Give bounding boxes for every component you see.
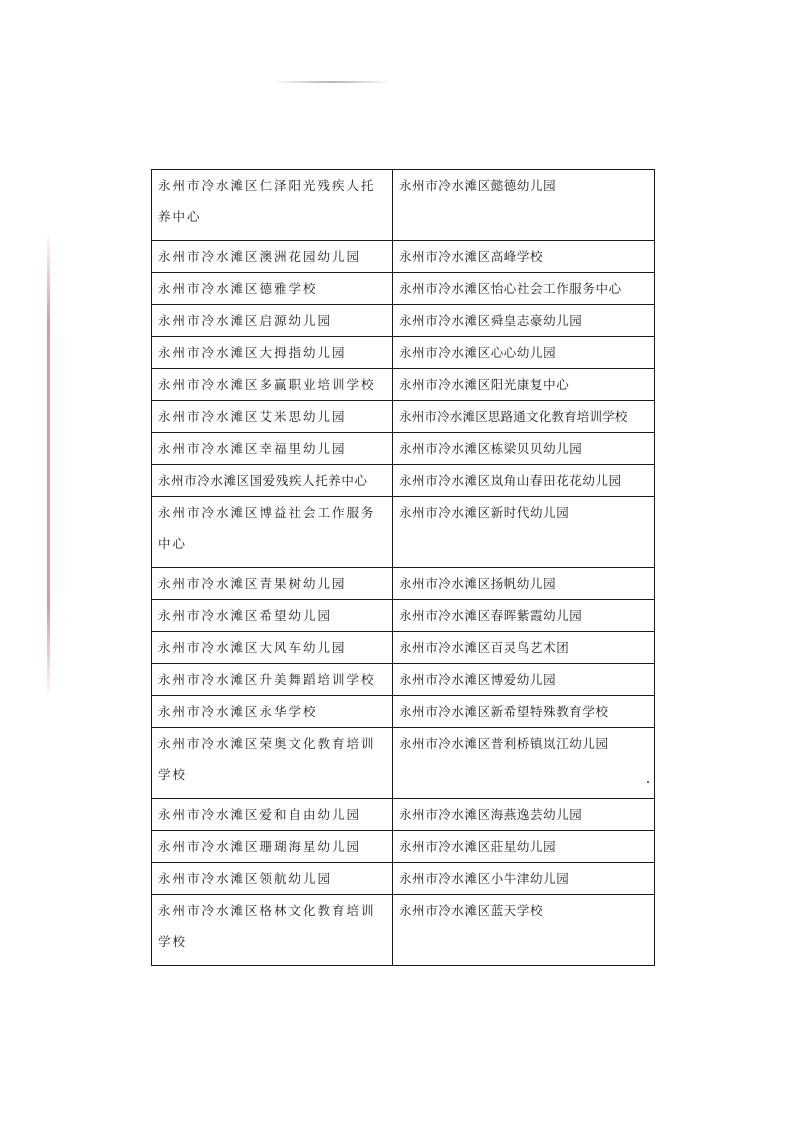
organization-name: 永州市冷水滩区德雅学校 bbox=[158, 281, 318, 296]
left-cell bbox=[152, 273, 393, 305]
organization-name: 永州市冷水滩区大拇指幼儿园 bbox=[158, 345, 347, 360]
right-cell bbox=[393, 632, 655, 664]
table-row bbox=[152, 433, 655, 465]
organization-name: 永州市冷水滩区舜皇志豪幼儿园 bbox=[399, 313, 583, 328]
table-row bbox=[152, 568, 655, 600]
left-cell bbox=[152, 600, 393, 632]
organization-name: 永州市冷水滩区高峰学校 bbox=[399, 249, 544, 264]
left-cell bbox=[152, 831, 393, 863]
organization-name: 永州市冷水滩区永华学校 bbox=[158, 704, 318, 719]
organization-name: 永州市冷水滩区普利桥镇岚江幼儿园 bbox=[399, 736, 609, 751]
organization-name: 永州市冷水滩区幸福里幼儿园 bbox=[158, 441, 347, 456]
table-row bbox=[152, 831, 655, 863]
organization-name: 永州市冷水滩区扬帆幼儿园 bbox=[399, 576, 557, 591]
table-row bbox=[152, 799, 655, 831]
organization-name: 永州市冷水滩区启源幼儿园 bbox=[158, 313, 333, 328]
table-row bbox=[152, 895, 655, 966]
organization-name: 永州市冷水滩区博益社会工作服务中心 bbox=[158, 505, 376, 551]
table-row bbox=[152, 497, 655, 568]
right-cell bbox=[393, 728, 655, 799]
organization-name: 永州市冷水滩区多赢职业培训学校 bbox=[158, 377, 376, 392]
table-row bbox=[152, 241, 655, 273]
organization-name: 永州市冷水滩区国爱残疾人托养中心 bbox=[158, 473, 368, 488]
organization-name: 永州市冷水滩区爱和自由幼儿园 bbox=[158, 807, 362, 822]
organization-name: 永州市冷水滩区格林文化教育培训学校 bbox=[158, 903, 376, 949]
organization-name: 永州市冷水滩区艾米思幼儿园 bbox=[158, 409, 347, 424]
table-row bbox=[152, 465, 655, 497]
left-cell bbox=[152, 465, 393, 497]
right-cell bbox=[393, 465, 655, 497]
organization-table bbox=[151, 169, 655, 966]
left-cell bbox=[152, 696, 393, 728]
right-cell bbox=[393, 895, 655, 966]
scan-artifact-edge bbox=[47, 230, 50, 700]
right-cell bbox=[393, 401, 655, 433]
left-cell bbox=[152, 305, 393, 337]
table-row bbox=[152, 170, 655, 241]
right-cell bbox=[393, 831, 655, 863]
organization-name: 永州市冷水滩区蓝天学校 bbox=[399, 903, 544, 918]
organization-name: 永州市冷水滩区心心幼儿园 bbox=[399, 345, 557, 360]
table-row bbox=[152, 273, 655, 305]
left-cell bbox=[152, 170, 393, 241]
right-cell bbox=[393, 799, 655, 831]
right-cell bbox=[393, 664, 655, 696]
left-cell bbox=[152, 632, 393, 664]
organization-name: 永州市冷水滩区升美舞蹈培训学校 bbox=[158, 672, 376, 687]
table-row bbox=[152, 632, 655, 664]
left-cell bbox=[152, 728, 393, 799]
left-cell bbox=[152, 401, 393, 433]
left-cell bbox=[152, 895, 393, 966]
right-cell bbox=[393, 696, 655, 728]
table-row bbox=[152, 369, 655, 401]
table-row bbox=[152, 401, 655, 433]
organization-name: 永州市冷水滩区仁泽阳光残疾人托养中心 bbox=[158, 178, 376, 224]
left-cell bbox=[152, 433, 393, 465]
right-cell bbox=[393, 863, 655, 895]
table-row bbox=[152, 728, 655, 799]
left-cell bbox=[152, 337, 393, 369]
right-cell bbox=[393, 497, 655, 568]
table-row bbox=[152, 863, 655, 895]
organization-name: 永州市冷水滩区希望幼儿园 bbox=[158, 608, 333, 623]
scan-artifact-line bbox=[272, 81, 392, 83]
right-cell bbox=[393, 433, 655, 465]
left-cell bbox=[152, 664, 393, 696]
organization-name: 永州市冷水滩区春晖紫霞幼儿园 bbox=[399, 608, 583, 623]
organization-name: 永州市冷水滩区珊瑚海星幼儿园 bbox=[158, 839, 362, 854]
left-cell bbox=[152, 497, 393, 568]
table-row bbox=[152, 600, 655, 632]
right-cell bbox=[393, 170, 655, 241]
right-cell bbox=[393, 273, 655, 305]
organization-name: 永州市冷水滩区领航幼儿园 bbox=[158, 871, 333, 886]
right-cell bbox=[393, 568, 655, 600]
right-cell bbox=[393, 369, 655, 401]
table-row bbox=[152, 337, 655, 369]
organization-name: 永州市冷水滩区新希望特殊教育学校 bbox=[399, 704, 609, 719]
organization-name: 永州市冷水滩区大风车幼儿园 bbox=[158, 640, 347, 655]
left-cell bbox=[152, 799, 393, 831]
left-cell bbox=[152, 568, 393, 600]
organization-name: 永州市冷水滩区栋梁贝贝幼儿园 bbox=[399, 441, 583, 456]
organization-name: 永州市冷水滩区小牛津幼儿园 bbox=[399, 871, 570, 886]
organization-name: 永州市冷水滩区百灵鸟艺术团 bbox=[399, 640, 570, 655]
organization-name: 永州市冷水滩区岚角山春田花花幼儿园 bbox=[399, 473, 622, 488]
left-cell bbox=[152, 241, 393, 273]
organization-name: 永州市冷水滩区阳光康复中心 bbox=[399, 377, 570, 392]
organization-name: 永州市冷水滩区博爱幼儿园 bbox=[399, 672, 557, 687]
right-cell bbox=[393, 305, 655, 337]
organization-name: 永州市冷水滩区荣奥文化教育培训学校 bbox=[158, 736, 376, 782]
organization-name: 永州市冷水滩区懿德幼儿园 bbox=[399, 178, 557, 193]
organization-name: 永州市冷水滩区海燕逸芸幼儿园 bbox=[399, 807, 583, 822]
right-cell bbox=[393, 600, 655, 632]
organization-name: 永州市冷水滩区思路通文化教育培训学校 bbox=[399, 409, 628, 424]
table-row bbox=[152, 305, 655, 337]
right-cell bbox=[393, 241, 655, 273]
left-cell bbox=[152, 369, 393, 401]
organization-name: 永州市冷水滩区青果树幼儿园 bbox=[158, 576, 347, 591]
table-row bbox=[152, 664, 655, 696]
table-row bbox=[152, 696, 655, 728]
organization-name: 永州市冷水滩区怡心社会工作服务中心 bbox=[399, 281, 622, 296]
left-cell bbox=[152, 863, 393, 895]
organization-name: 永州市冷水滩区莊星幼儿园 bbox=[399, 839, 557, 854]
organization-name: 永州市冷水滩区澳洲花园幼儿园 bbox=[158, 249, 362, 264]
right-cell bbox=[393, 337, 655, 369]
organization-name: 永州市冷水滩区新时代幼儿园 bbox=[399, 505, 570, 520]
